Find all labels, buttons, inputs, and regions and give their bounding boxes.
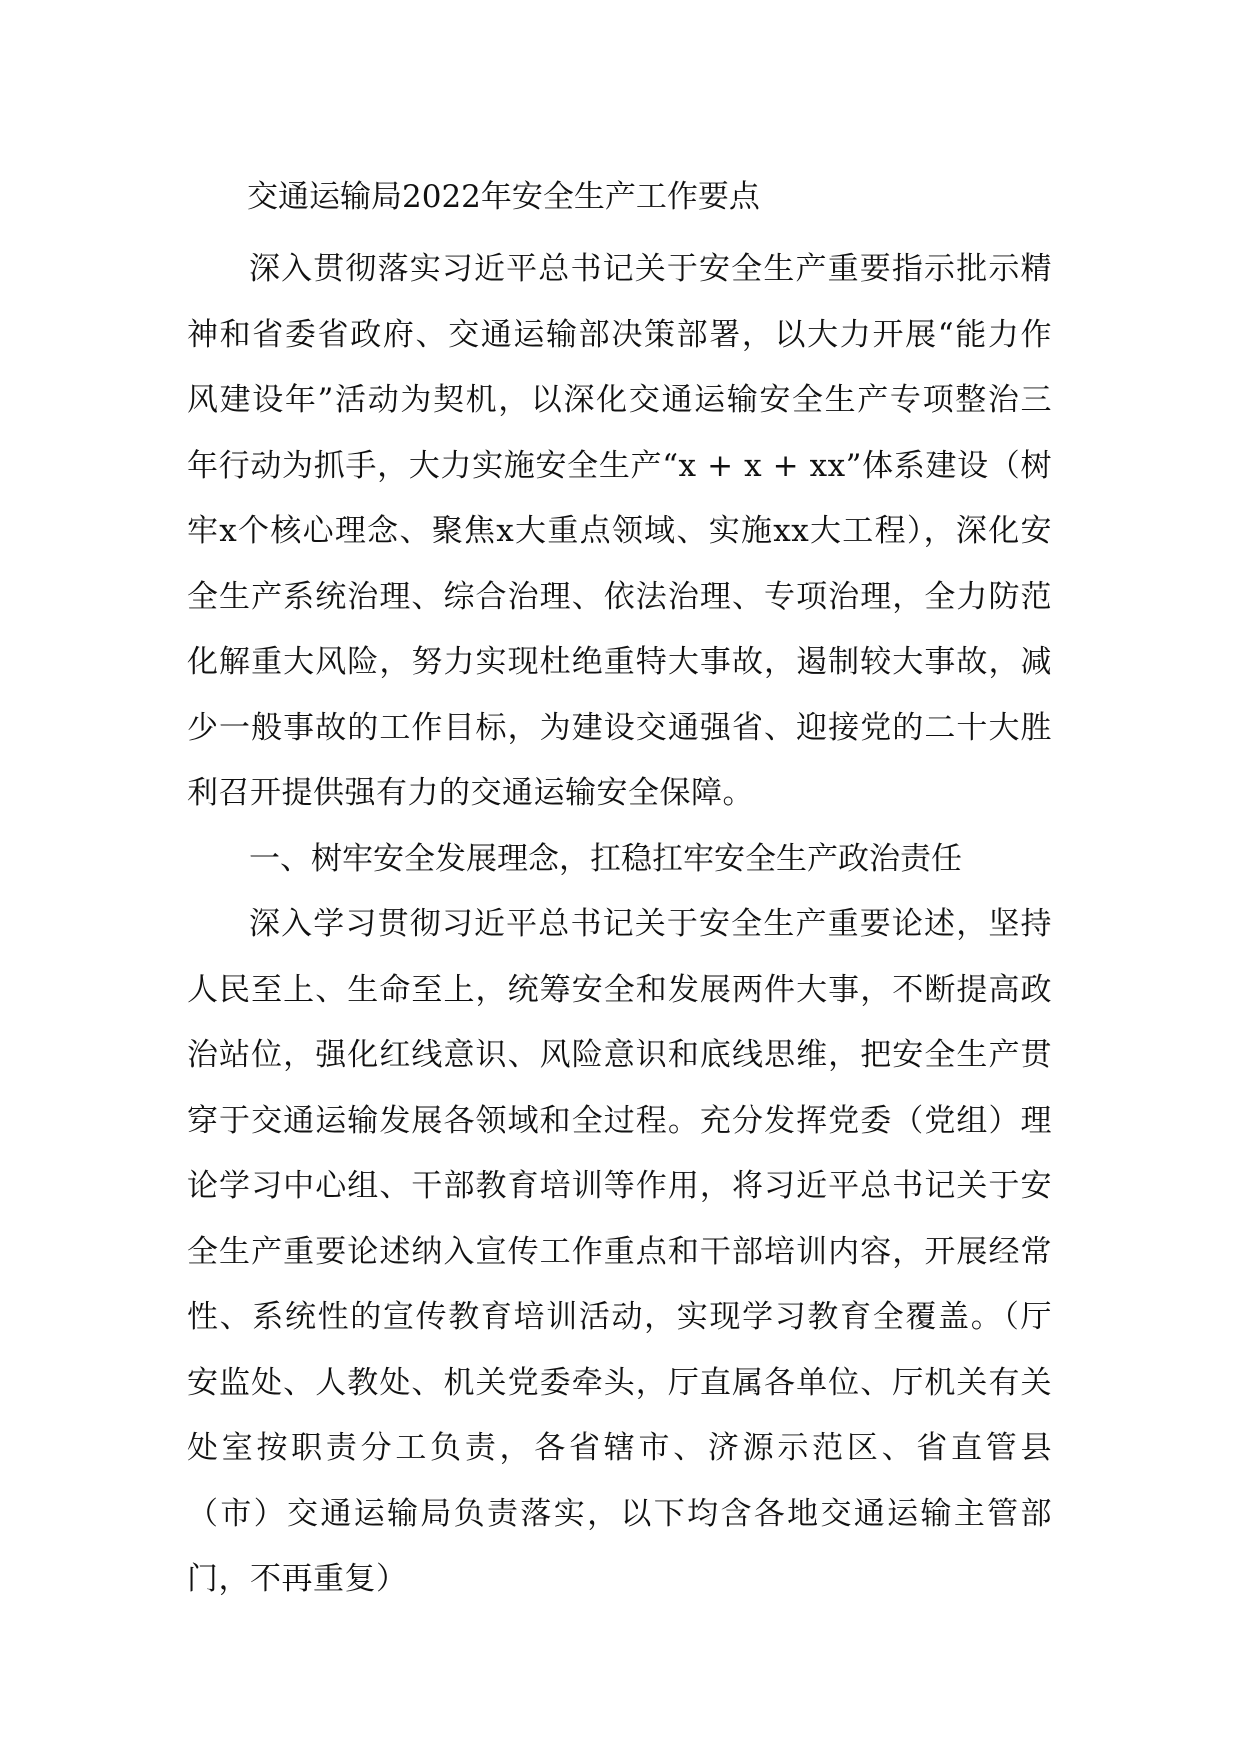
document-title: 交通运输局2022年安全生产工作要点 xyxy=(247,179,760,215)
section-1-heading: 一、树牢安全发展理念，扛稳扛牢安全生产政治责任 xyxy=(249,840,962,877)
document-body xyxy=(187,172,1052,1613)
intro-paragraph: 深入贯彻落实习近平总书记关于安全生产重要指示批示精神和省委省政府、交通运输部决策部署，以大力开展“能力作风建设年”活动为契机，以深化交通运输安全生产专项整治三年行动为抓手，大力实施安全生产“x + x + xx”体系建设（树牢x个核心理念、聚焦x大重点领域、实施xx大工程），深化安全生产系统治理、综合治理、依法治理、专项治理，全力防范化解重大风险，努力实现杜绝重特大事故，遏制较大事故，减少一般事故的工作目标，为建设交通强省、迎接党的二十大胜利召开提供强有力的交通运输安全保障。 xyxy=(187,251,1052,811)
section-1-paragraph: 深入学习贯彻习近平总书记关于安全生产重要论述，坚持人民至上、生命至上，统筹安全和发展两件大事，不断提高政治站位，强化红线意识、风险意识和底线思维，把安全生产贯穿于交通运输发展各领域和全过程。充分发挥党委（党组）理论学习中心组、干部教育培训等作用，将习近平总书记关于安全生产重要论述纳入宣传工作重点和干部培训内容，开展经常性、系统性的宣传教育培训活动，实现学习教育全覆盖。（厅安监处、人教处、机关党委牵头，厅直属各单位、厅机关有关处室按职责分工负责，各省辖市、济源示范区、省直管县（市）交通运输局负责落实，以下均含各地交通运输主管部门，不再重复） xyxy=(187,906,1052,1597)
